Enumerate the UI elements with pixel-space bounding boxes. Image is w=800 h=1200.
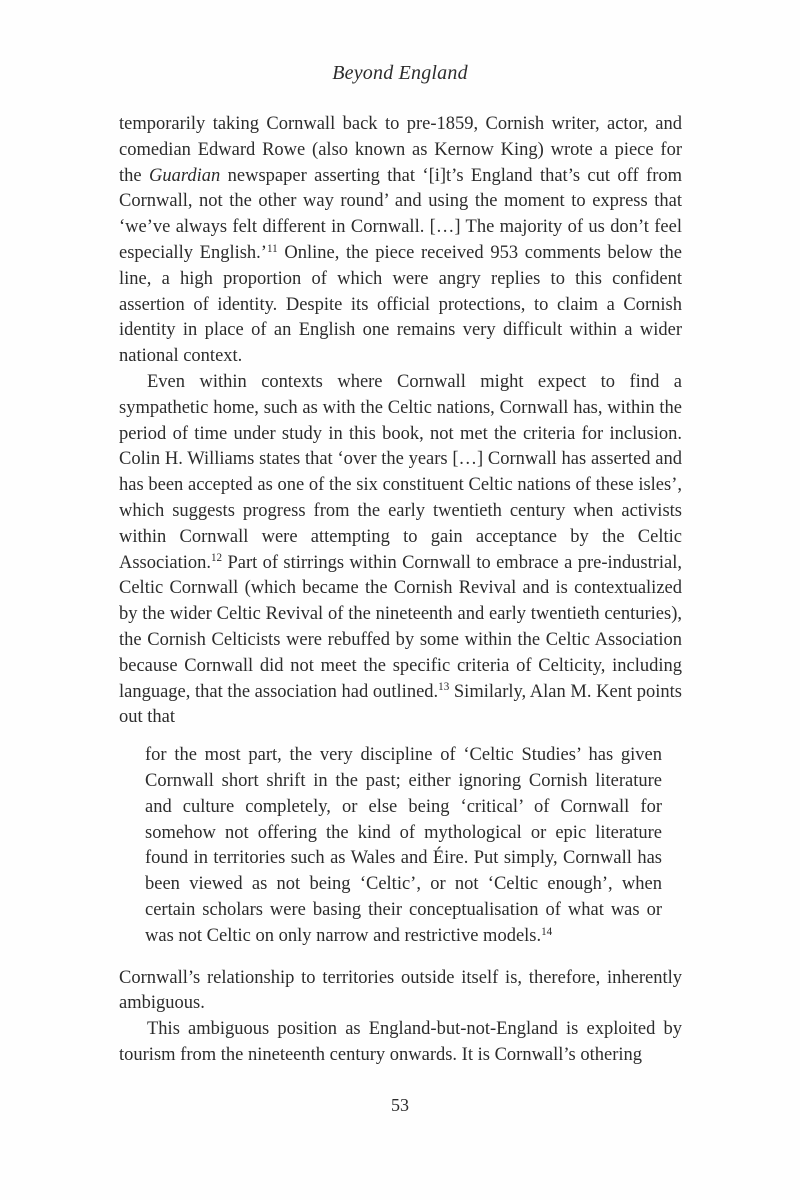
paragraph [119, 112, 682, 370]
paragraph [119, 966, 682, 1018]
page-body [119, 112, 682, 1069]
paragraph [119, 1017, 682, 1069]
page-number: 53 [391, 1095, 409, 1115]
text-segment: Cornwall’s relationship to territories outside itself is, therefore, inherently ambiguous. [119, 967, 682, 1014]
footnote-reference: 14 [541, 925, 553, 938]
text-segment: newspaper asserting that ‘[i]t’s England that’s cut off from Cornwall, not the other way round’ and using the moment to express that ‘we’ve always felt different in Cornwall. […] The majority of us don’t feel especially English.’ [119, 165, 682, 263]
footnote-reference: 13 [438, 681, 450, 694]
text-segment: Similarly, Alan M. Kent points out that [119, 681, 682, 728]
text-segment: This ambiguous position as England-but-not-England is exploited by tourism from the nineteenth century onwards. It is Cornwall’s othering [119, 1019, 682, 1065]
paragraph [119, 370, 682, 731]
text-segment: Online, the piece received 953 comments below the line, a high proportion of which were angry replies to this confident assertion of identity. Despite its official protections, to claim a Cornish identity in place of an English one remains very difficult within a wider national context. [119, 242, 682, 367]
footnote-reference: 12 [210, 552, 223, 565]
text-segment: for the most part, the very discipline of ‘Celtic Studies’ has given Cornwall short shrift in the past; either ignoring Cornish literature and culture completely, or else being ‘critical’ of Cornwall for somehow not offering the kind of mythological or epic literature found in territories such as Wales and Éire. Put simply, Cornwall has been viewed as not being ‘Celtic’, or not ‘Celtic enough’, when certain scholars were basing their conceptualisation of what was or was not Celtic on only narrow and restrictive models. [145, 745, 662, 946]
text-segment: Part of stirrings within Cornwall to embrace a pre-industrial, Celtic Cornwall (which became the Cornish Revival and is contextualized by the wider Celtic Revival of the nineteenth and early twentieth centuries), the Cornish Celticists were rebuffed by some within the Celtic Association because Cornwall did not meet the specific criteria of Celticity, including language, that the association had outlined. [119, 552, 682, 702]
running-header: Beyond England [332, 62, 468, 84]
text-segment: temporarily taking Cornwall back to pre-1859, Cornish writer, actor, and comedian Edward Rowe (also known as Kernow King) wrote a piece for the [119, 114, 682, 186]
text-segment: Even within contexts where Cornwall might expect to find a sympathetic home, such as with the Celtic nations, Cornwall has, within the period of time under study in this book, not met the criteria for inclusion. Colin H. Williams states that ‘over the years […] Cornwall has asserted and has been accepted as one of the six constituent Celtic nations of these isles’, which suggests progress from the early twentieth century when activists within Cornwall were attempting to gain acceptance by the Celtic Association. [119, 371, 682, 573]
footnote-reference: 11 [266, 242, 278, 255]
block-quote [145, 743, 662, 949]
italic-text: Guardian [149, 165, 221, 186]
